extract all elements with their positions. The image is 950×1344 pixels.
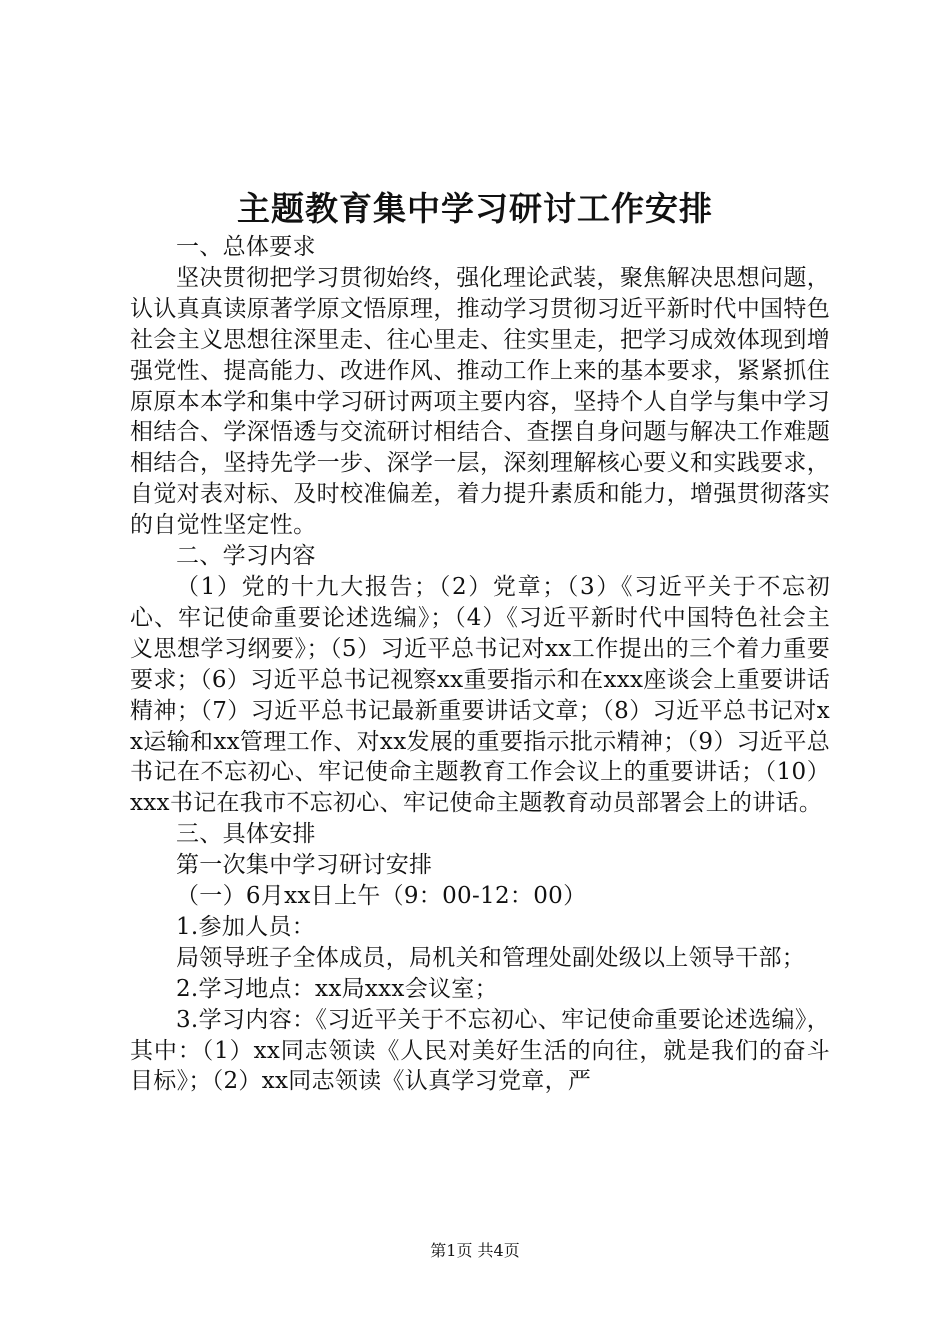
subheading-first-session: 第一次集中学习研讨安排 xyxy=(176,852,433,879)
page-number-footer: 第1页 共4页 xyxy=(430,1241,520,1260)
item-participants-text: 局领导班子全体成员，局机关和管理处副处级以上领导干部； xyxy=(176,944,806,971)
item-location: 2.学习地点：xx局xxx会议室； xyxy=(176,975,498,1002)
section-heading-study-content: 二、学习内容 xyxy=(176,543,316,570)
item-participants-label: 1.参加人员： xyxy=(176,913,316,940)
item-study-content: 3.学习内容：《习近平关于不忘初心、牢记使命重要论述选编》，其中：（1）xx同志领读《人民对美好生活的向往，就是我们的奋斗目标》；（2）xx同志领读《认真学习党章，严 xyxy=(130,1006,830,1095)
document-title: 主题教育集中学习研讨工作安排 xyxy=(237,189,713,228)
section-heading-arrangements: 三、具体安排 xyxy=(176,821,316,848)
section-heading-general-requirements: 一、总体要求 xyxy=(176,234,316,260)
session-time: （一）6月xx日上午（9：00-12：00） xyxy=(176,883,587,910)
paragraph-general-requirements: 坚决贯彻把学习贯彻始终，强化理论武装，聚焦解决思想问题，认认真真读原著学原文悟原理，推动学习贯彻习近平新时代中国特色社会主义思想往深里走、往心里走、往实里走，把学习成效体现到增强党性、提高能力、改进作风、推动工作上来的基本要求，紧紧抓住原原本本学和集中学习研讨两项主要内容，坚持个人自学与集中学习相结合、学深悟透与交流研讨相结合、查摆自身问题与解决工作难题相结合，坚持先学一步、深学一层，深刻理解核心要义和实践要求，自觉对表对标、及时校准偏差，着力提升素质和能力，增强贯彻落实的自觉性坚定性。 xyxy=(130,264,830,539)
paragraph-study-content-list: （1）党的十九大报告；（2）党章；（3）《习近平关于不忘初心、牢记使命重要论述选编》；（4）《习近平新时代中国特色社会主义思想学习纲要》；（5）习近平总书记对xx工作提出的三个着力重要要求；（6）习近平总书记视察xx重要指示和在xxx座谈会上重要讲话精神；（7）习近平总书记最新重要讲话文章；（8）习近平总书记对xx运输和xx管理工作、对xx发展的重要指示批示精神；（9）习近平总书记在不忘初心、牢记使命主题教育工作会议上的重要讲话；（10）xxx书记在我市不忘初心、牢记使命主题教育动员部署会上的讲话。 xyxy=(130,573,830,817)
document-body xyxy=(130,232,830,1097)
